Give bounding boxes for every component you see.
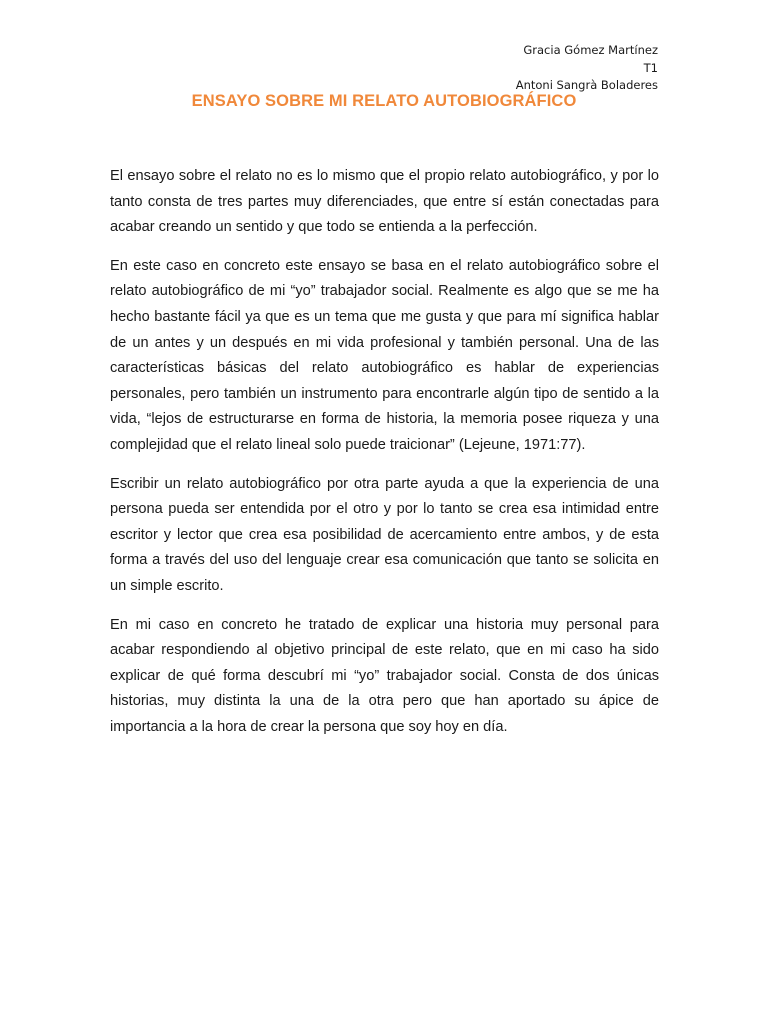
paragraph-1: El ensayo sobre el relato no es lo mismo que el propio relato autobiográfico, y por lo tanto consta de tres partes muy diferenciades, que entre sí están conectadas para acabar creando un sentido y que todo se entienda a la perfección. xyxy=(110,168,659,236)
group-label: T1 xyxy=(643,60,658,75)
document-body xyxy=(110,164,659,753)
paragraph-4: En mi caso en concreto he tratado de explicar una historia muy personal para acabar respondiendo al objetivo principal de este relato, que en mi caso ha sido explicar de qué forma descubrí mi “yo” trabajador social. Consta de dos únicas historias, muy distinta la una de la otra pero que han aportado su ápice de importancia a la hora de crear la persona que soy hoy en día. xyxy=(110,616,659,735)
document-header xyxy=(516,42,658,95)
author-name: Gracia Gómez Martínez xyxy=(523,43,658,57)
document-title: ENSAYO SOBRE MI RELATO AUTOBIOGRÁFICO xyxy=(191,92,577,110)
paragraph-3: Escribir un relato autobiográfico por otra parte ayuda a que la experiencia de una persona pueda ser entendida por el otro y por lo tanto se crea esa intimidad entre escritor y lector que crea esa posibilidad de acercamiento entre ambos, y de esta forma a través del uso del lenguaje crear esa comunicación que tanto se solicita en un simple escrito. xyxy=(110,475,659,594)
paragraph-2: En este caso en concreto este ensayo se basa en el relato autobiográfico sobre el relato autobiográfico de mi “yo” trabajador social. Realmente es algo que se me ha hecho bastante fácil ya que es un tema que me gusta y que para mí significa hablar de un antes y un después en mi vida profesional y también personal. Una de las características básicas del relato autobiográfico es hablar de experiencias personales, pero también un instrumento para encontrarle algún tipo de sentido a la vida, “lejos de estructurarse en forma de historia, la memoria posee riqueza y una complejidad que el relato lineal solo puede traicionar” (Lejeune, 1971:77). xyxy=(110,257,659,453)
tutor-name: Antoni Sangrà Boladeres xyxy=(515,78,658,92)
